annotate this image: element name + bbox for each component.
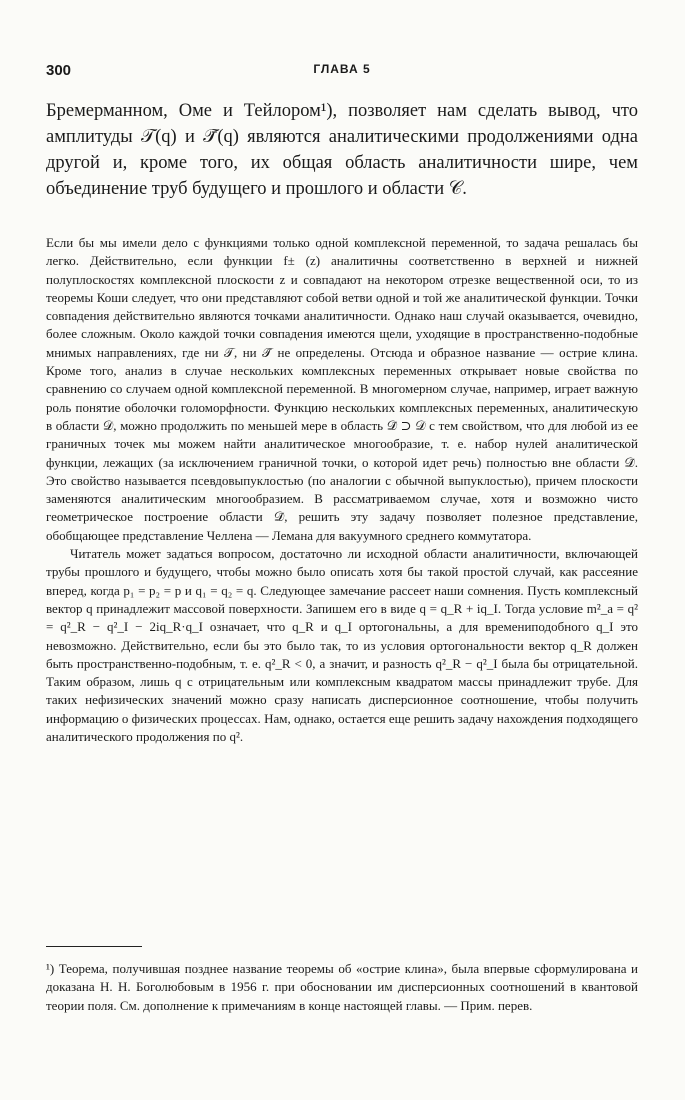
body-paragraph-1: Если бы мы имели дело с функциями только одной комплексной переменной, то задача решалась бы легко. Действительно, если функции f± (z) аналитичны соответственно в верхней и нижней полуплоскостях комплексной плоскости z и совпадают на некотором отрезке вещественной оси, то из теоремы Коши следует, что они представляют собой ветви одной и той же аналитической функции. Точки совпадения действительно являются точками аналитичности. Однако наш случай оказывается, очевидно, более сложным. Около каждой точки совпадения имеются щели, уходящие в пространственно-подобные мнимых направлениях, где ни 𝒯, ни 𝒯̄ не определены. Отсюда и образное название — острие клина. Кроме того, анализ в случае нескольких комплексных переменных открывает новые свойства по сравнению со случаем одной комплексной переменной. В многомерном случае, например, играет важную роль понятие оболочки голоморфности. Функцию нескольких комплексных переменных, аналитическую в области 𝒟, можно продолжить по меньшей мере в область 𝒟̄ ⊃ 𝒟 с тем свойством, что для любой из ее граничных точек мы можем найти аналитическое многообразие, т. е. набор нулей аналитической функции, лежащих (за исключением граничной точки, о которой идет речь) полностью вне области 𝒟̄. Это свойство называется псевдовыпуклостью (по аналогии с обычной выпуклостью), причем плоскости заменяются аналитическим многообразием. В рассматриваемом случае, хотя и возможно чисто геометрическое построение области 𝒟̄, решить эту задачу позволяет полезное представление, обобщающее представление Челлена — Лемана для вакуумного среднего коммутатора. [46, 235, 638, 543]
chapter-running-head: ГЛАВА 5 [313, 62, 371, 76]
page-header [46, 62, 638, 84]
footnote: ¹) Теорема, получившая позднее название теоремы об «острие клина», была впервые сформулирована и доказана Н. Н. Боголюбовым в 1956 г. при обосновании им дисперсионных соотношений в квантовой теории поля. См. дополнение к примечаниям в конце настоящей главы. — Прим. перев. [46, 961, 638, 1013]
main-text [46, 234, 638, 746]
body-paragraph-2: Читатель может задаться вопросом, достаточно ли исходной области аналитичности, включающей трубы прошлого и будущего, чтобы можно было описать хотя бы такой простой случай, как рассеяние вперед, когда p₁ = p₂ = p и q₁ = q₂ = q. Следующее замечание рассеет наши сомнения. Пусть комплексный вектор q принадлежит массовой поверхности. Запишем его в виде q = q_R + iq_I. Тогда условие m²_a = q² = q²_R − q²_I − 2iq_R·q_I означает, что q_R и q_I ортогональны, а для времениподобного q_I это невозможно. Действительно, если бы это было так, то из условия ортогональности вектор q_R должен быть пространственно-подобным, т. е. q²_R < 0, а значит, и разность q²_R − q²_I была бы отрицательной. Таким образом, лишь q с отрицательным или комплексным квадратом массы принадлежит трубе. Для таких нефизических значений можно сразу написать дисперсионное соотношение, чтобы получить информацию о физических процессах. Нам, однако, остается еще решить задачу нахождения подходящего аналитического продолжения по q². [46, 546, 638, 745]
page-number: 300 [46, 62, 72, 79]
footnote-divider [46, 946, 142, 947]
lead-paragraph: Бремерманном, Оме и Тейлором¹), позволяет нам сделать вывод, что амплитуды 𝒯(q) и 𝒯̄(q) являются аналитическими продолжениями одна другой и, кроме того, их общая область аналитичности шире, чем объединение труб будущего и прошлого и области 𝒞. [46, 101, 638, 199]
